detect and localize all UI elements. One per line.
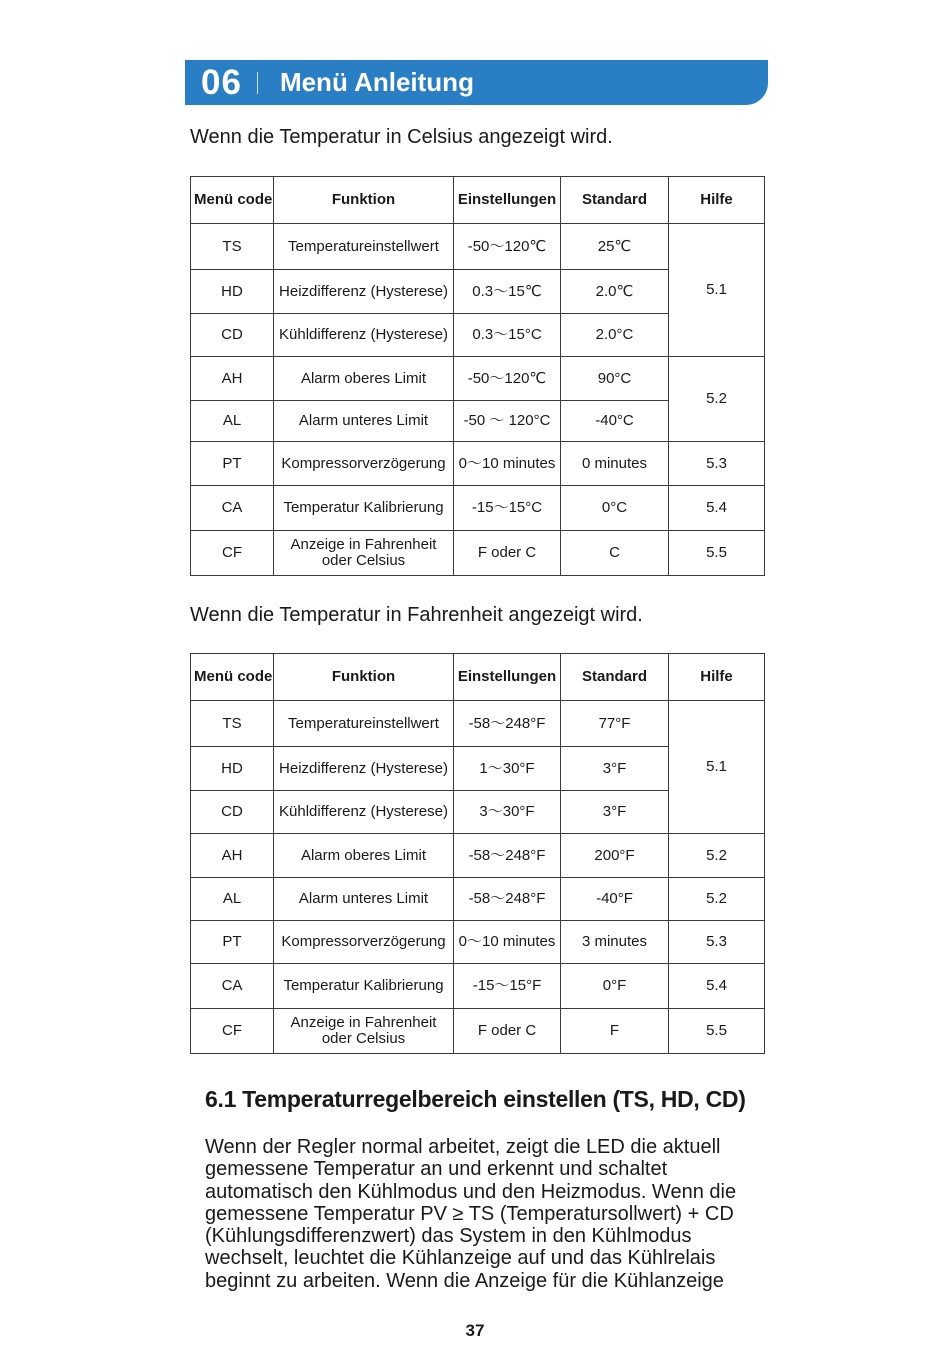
settings: 0.3～15℃	[454, 270, 561, 314]
function: Alarm unteres Limit	[274, 401, 454, 442]
help-ref: 5.2	[669, 834, 765, 878]
settings: -50～120℃	[454, 224, 561, 270]
settings: 1～30°F	[454, 747, 561, 791]
default: 200°F	[561, 834, 669, 878]
settings: 3～30°F	[454, 791, 561, 834]
function: Heizdifferenz (Hysterese)	[274, 270, 454, 314]
page-number: 37	[465, 1321, 485, 1340]
fahrenheit-heading: Wenn die Temperatur in Fahrenheit angezeigt wird.	[190, 604, 643, 626]
default: -40°C	[561, 401, 669, 442]
section-banner	[185, 60, 768, 105]
header-default: Standard	[561, 177, 669, 224]
header-menu-code: Menü code	[191, 654, 274, 701]
default: 90°C	[561, 357, 669, 401]
menu-code: CD	[191, 791, 274, 834]
section-number: 06	[201, 62, 242, 102]
function: Kühldifferenz (Hysterese)	[274, 791, 454, 834]
settings: -50 ～ 120°C	[454, 401, 561, 442]
function: Kompressorverzögerung	[274, 442, 454, 486]
menu-code: TS	[191, 224, 274, 270]
function: Alarm oberes Limit	[274, 834, 454, 878]
menu-code: PT	[191, 442, 274, 486]
table-row	[191, 834, 765, 878]
function: Anzeige in Fahrenheit oder Celsius	[274, 531, 454, 576]
settings: F oder C	[454, 1009, 561, 1054]
function: Anzeige in Fahrenheit oder Celsius	[274, 1009, 454, 1054]
function: Temperatur Kalibrierung	[274, 486, 454, 531]
help-ref: 5.1	[669, 224, 765, 357]
function: Alarm unteres Limit	[274, 878, 454, 921]
header-menu-code: Menü code	[191, 177, 274, 224]
settings: -15～15°F	[454, 964, 561, 1009]
table-row	[191, 921, 765, 964]
function: Temperatureinstellwert	[274, 224, 454, 270]
default: F	[561, 1009, 669, 1054]
default: 77°F	[561, 701, 669, 747]
settings: 0～10 minutes	[454, 921, 561, 964]
settings: -15～15°C	[454, 486, 561, 531]
default: 3°F	[561, 791, 669, 834]
header-help: Hilfe	[669, 177, 765, 224]
table-row	[191, 964, 765, 1009]
menu-code: CF	[191, 1009, 274, 1054]
default: 25℃	[561, 224, 669, 270]
menu-code: TS	[191, 701, 274, 747]
banner-divider	[257, 72, 258, 94]
default: 2.0℃	[561, 270, 669, 314]
menu-code: AH	[191, 834, 274, 878]
help-ref: 5.5	[669, 531, 765, 576]
table-row	[191, 878, 765, 921]
table-row	[191, 1009, 765, 1054]
function: Kühldifferenz (Hysterese)	[274, 314, 454, 357]
function: Temperatur Kalibrierung	[274, 964, 454, 1009]
help-ref: 5.1	[669, 701, 765, 834]
table-row	[191, 442, 765, 486]
menu-code: AH	[191, 357, 274, 401]
settings: F oder C	[454, 531, 561, 576]
settings: -58～248°F	[454, 701, 561, 747]
header-function: Funktion	[274, 177, 454, 224]
header-help: Hilfe	[669, 654, 765, 701]
function: Heizdifferenz (Hysterese)	[274, 747, 454, 791]
default: 2.0°C	[561, 314, 669, 357]
menu-code: AL	[191, 878, 274, 921]
settings: -58～248°F	[454, 878, 561, 921]
menu-code: CD	[191, 314, 274, 357]
celsius-menu-table	[190, 176, 765, 576]
default: -40°F	[561, 878, 669, 921]
table-row	[191, 486, 765, 531]
table-row	[191, 224, 765, 270]
header-settings: Einstellungen	[454, 654, 561, 701]
header-settings: Einstellungen	[454, 177, 561, 224]
help-ref: 5.4	[669, 486, 765, 531]
default: C	[561, 531, 669, 576]
menu-code: CA	[191, 486, 274, 531]
header-default: Standard	[561, 654, 669, 701]
default: 0°F	[561, 964, 669, 1009]
body-paragraph: Wenn der Regler normal arbeitet, zeigt die LED die aktuell gemessene Temperatur an und erkennt und schaltet automatisch den Kühlmodus und den Heizmodus. Wenn die gemessene Temperatur PV ≥ TS (Temperatursollwert) + CD (Kühlungsdifferenzwert) das System in den Kühlmodus wechselt, leuchtet die Kühlanzeige auf und das Kühlrelais beginnt zu arbeiten. Wenn die Anzeige für die Kühlanzeige	[205, 1136, 737, 1292]
header-function: Funktion	[274, 654, 454, 701]
help-ref: 5.2	[669, 357, 765, 442]
default: 0 minutes	[561, 442, 669, 486]
default: 3°F	[561, 747, 669, 791]
menu-code: PT	[191, 921, 274, 964]
function: Alarm oberes Limit	[274, 357, 454, 401]
celsius-heading: Wenn die Temperatur in Celsius angezeigt wird.	[190, 126, 613, 148]
help-ref: 5.3	[669, 921, 765, 964]
table-row	[191, 357, 765, 401]
fahrenheit-menu-table	[190, 653, 765, 1054]
function: Kompressorverzögerung	[274, 921, 454, 964]
menu-code: CF	[191, 531, 274, 576]
menu-code: AL	[191, 401, 274, 442]
settings: 0.3～15°C	[454, 314, 561, 357]
settings: -58～248°F	[454, 834, 561, 878]
help-ref: 5.2	[669, 878, 765, 921]
default: 3 minutes	[561, 921, 669, 964]
settings: -50～120℃	[454, 357, 561, 401]
help-ref: 5.4	[669, 964, 765, 1009]
settings: 0～10 minutes	[454, 442, 561, 486]
menu-code: HD	[191, 270, 274, 314]
help-ref: 5.5	[669, 1009, 765, 1054]
menu-code: HD	[191, 747, 274, 791]
table-row	[191, 531, 765, 576]
table-row	[191, 701, 765, 747]
default: 0°C	[561, 486, 669, 531]
section-title: Menü Anleitung	[279, 67, 474, 97]
subsection-title: 6.1 Temperaturregelbereich einstellen (TS, HD, CD)	[205, 1086, 746, 1112]
help-ref: 5.3	[669, 442, 765, 486]
menu-code: CA	[191, 964, 274, 1009]
function: Temperatureinstellwert	[274, 701, 454, 747]
